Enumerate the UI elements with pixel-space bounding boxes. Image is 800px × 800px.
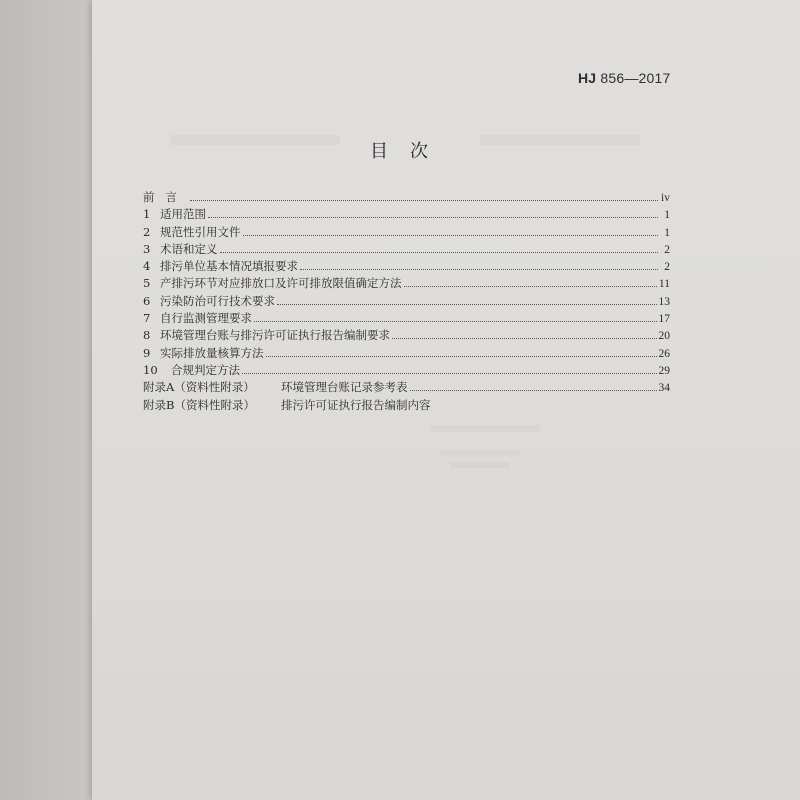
toc-entry-title: 前言 <box>143 190 188 204</box>
toc-entry-number: 5 <box>143 276 151 291</box>
toc-entry-number: 1 <box>143 207 151 222</box>
toc-entry <box>143 224 670 241</box>
toc-entry <box>143 258 670 275</box>
show-through-mark <box>480 135 640 145</box>
toc-dot-leader <box>243 235 659 236</box>
toc-entry-page: 29 <box>658 364 670 377</box>
page-title: 目次 <box>370 141 450 162</box>
toc-dot-leader <box>404 286 657 287</box>
toc-entry <box>143 189 670 206</box>
toc-entry-title: 自行监测管理要求 <box>160 311 252 326</box>
toc-appendix-head: 附录B（资料性附录） <box>143 397 255 412</box>
toc-entry-number: 3 <box>143 241 151 256</box>
toc-entry-number: 8 <box>143 328 151 343</box>
toc-entry-number: 9 <box>143 345 151 360</box>
show-through-mark <box>170 135 340 145</box>
standard-code-number: 856—2017 <box>596 70 671 86</box>
toc-entry <box>143 310 670 327</box>
toc-entry-title: 环境管理台账与排污许可证执行报告编制要求 <box>160 328 390 343</box>
toc-entry-number: 2 <box>143 224 151 239</box>
show-through-mark <box>440 450 520 456</box>
standard-code-prefix: HJ <box>578 70 597 86</box>
toc-entry-page: 26 <box>658 347 670 360</box>
toc-entry-title: 产排污环节对应排放口及许可排放限值确定方法 <box>160 276 402 291</box>
toc-entry <box>143 327 670 344</box>
toc-dot-leader <box>300 269 658 270</box>
show-through-mark <box>450 462 510 468</box>
toc-entry-title: 排污单位基本情况填报要求 <box>160 259 298 274</box>
toc-dot-leader <box>254 321 657 322</box>
standard-code <box>578 70 671 86</box>
toc-entry-title: 规范性引用文件 <box>160 224 241 239</box>
table-of-contents <box>143 189 670 414</box>
toc-entry-title: 实际排放量核算方法 <box>160 345 264 360</box>
toc-entry-number: 6 <box>143 293 151 308</box>
toc-dot-leader <box>242 373 657 374</box>
toc-entry <box>143 241 670 258</box>
toc-entry <box>143 345 670 362</box>
toc-dot-leader <box>410 390 657 391</box>
toc-dot-leader <box>277 304 657 305</box>
toc-entry-title: 合规判定方法 <box>171 362 240 377</box>
toc-dot-leader <box>392 338 657 339</box>
toc-entry-title: 适用范围 <box>160 207 206 222</box>
toc-dot-leader <box>266 356 657 357</box>
toc-appendix-entry <box>143 379 670 396</box>
toc-appendix-title: 环境管理台账记录参考表 <box>281 380 408 395</box>
toc-appendix-entry <box>143 397 670 414</box>
page-edge <box>0 0 92 800</box>
toc-entry-number: 10 <box>143 362 158 377</box>
toc-dot-leader <box>220 252 659 253</box>
toc-dot-leader <box>190 200 658 201</box>
toc-entry-title: 污染防治可行技术要求 <box>160 293 275 308</box>
toc-entry-page: 17 <box>658 313 670 326</box>
toc-entry <box>143 275 670 292</box>
toc-entry <box>143 362 670 379</box>
toc-entry-page: 13 <box>658 295 670 308</box>
toc-entry <box>143 293 670 310</box>
toc-entry-page: 1 <box>664 209 670 222</box>
toc-entry-page: 1 <box>664 226 670 239</box>
toc-entry-page: iv <box>661 192 670 204</box>
toc-dot-leader <box>208 217 658 218</box>
toc-entry-title: 术语和定义 <box>160 241 218 256</box>
toc-entry-number: 7 <box>143 311 151 326</box>
toc-entry-number: 4 <box>143 259 151 274</box>
show-through-mark <box>430 425 540 432</box>
toc-entry-page: 20 <box>658 330 670 343</box>
toc-entry-page: 34 <box>658 382 670 395</box>
toc-entry-page: 2 <box>664 261 670 274</box>
toc-entry-page: 2 <box>664 243 670 256</box>
toc-entry <box>143 206 670 223</box>
toc-appendix-head: 附录A（资料性附录） <box>143 380 255 395</box>
toc-appendix-title: 排污许可证执行报告编制内容 <box>281 397 431 412</box>
toc-entry-page: 11 <box>658 278 670 291</box>
